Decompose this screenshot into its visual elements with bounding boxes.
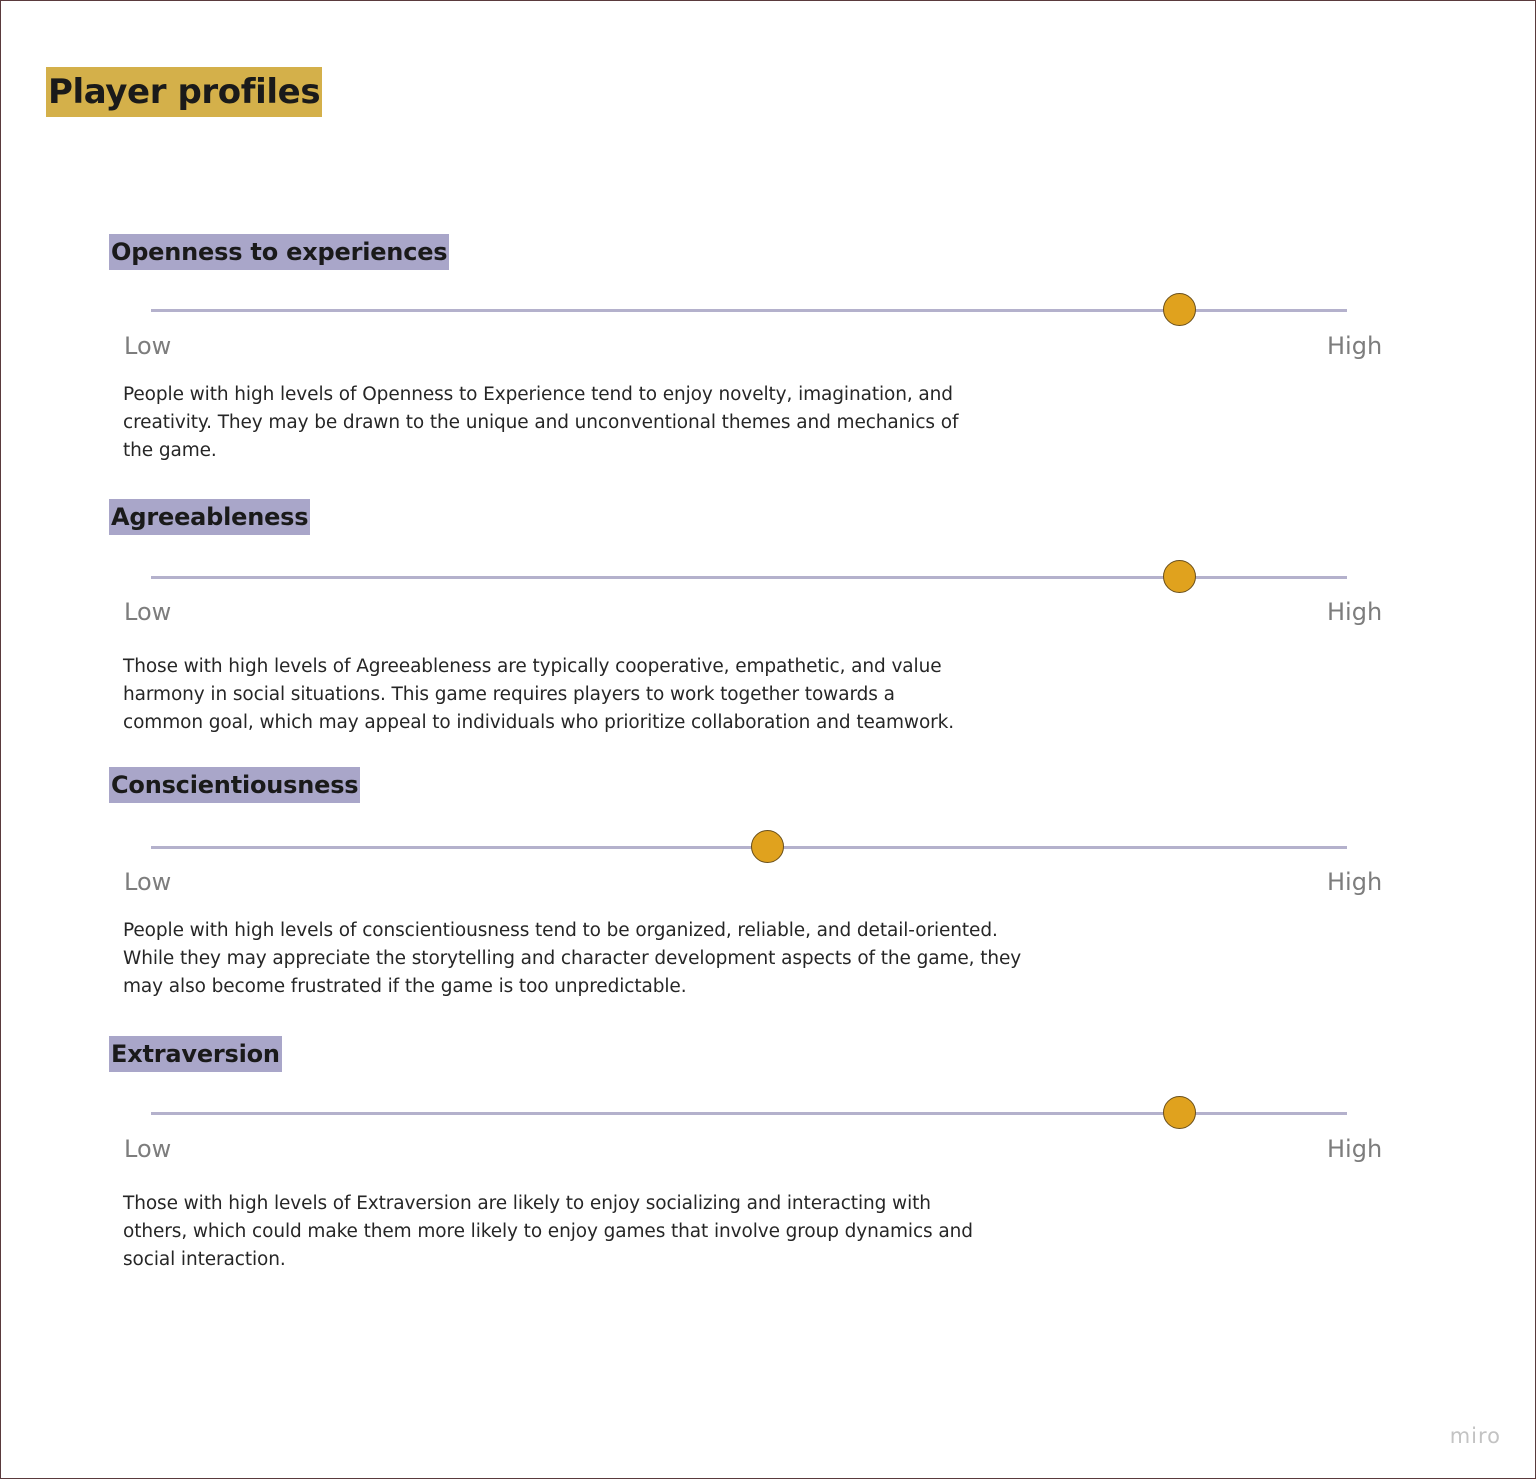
trait-slider-openness[interactable] bbox=[151, 293, 1347, 329]
trait-description-agreeableness bbox=[123, 653, 954, 737]
slider-knob[interactable] bbox=[1163, 1096, 1196, 1129]
scale-low-label: Low bbox=[124, 868, 172, 896]
trait-heading-agreeableness: Agreeableness bbox=[109, 499, 310, 535]
slider-track bbox=[151, 846, 1347, 849]
slider-knob[interactable] bbox=[1163, 293, 1196, 326]
trait-description-extraversion bbox=[123, 1190, 973, 1274]
description-line: the game. bbox=[123, 440, 217, 461]
description-line: others, which could make them more likely to enjoy games that involve group dynamics and bbox=[123, 1221, 973, 1242]
description-line: Those with high levels of Extraversion are likely to enjoy socializing and interacting with bbox=[123, 1193, 931, 1214]
description-line: social interaction. bbox=[123, 1249, 286, 1270]
description-line: While they may appreciate the storytelling and character development aspects of the game, they bbox=[123, 948, 1022, 969]
scale-high-label: High bbox=[1327, 868, 1383, 896]
trait-slider-extraversion[interactable] bbox=[151, 1096, 1347, 1132]
scale-high-label: High bbox=[1327, 332, 1383, 360]
description-line: creativity. They may be drawn to the unique and unconventional themes and mechanics of bbox=[123, 412, 959, 433]
trait-description-conscientiousness bbox=[123, 917, 1021, 1001]
description-line: common goal, which may appeal to individuals who prioritize collaboration and teamwork. bbox=[123, 712, 955, 733]
scale-low-label: Low bbox=[124, 1135, 172, 1163]
scale-high-label: High bbox=[1327, 598, 1383, 626]
slider-knob[interactable] bbox=[751, 830, 784, 863]
description-line: Those with high levels of Agreeableness are typically cooperative, empathetic, and value bbox=[123, 656, 942, 677]
page-title: Player profiles bbox=[46, 67, 322, 117]
scale-low-label: Low bbox=[124, 332, 172, 360]
scale-high-label: High bbox=[1327, 1135, 1383, 1163]
scale-low-label: Low bbox=[124, 598, 172, 626]
description-line: harmony in social situations. This game requires players to work together towards a bbox=[123, 684, 895, 705]
trait-slider-agreeableness[interactable] bbox=[151, 560, 1347, 596]
description-line: may also become frustrated if the game is too unpredictable. bbox=[123, 976, 687, 997]
trait-slider-conscientiousness[interactable] bbox=[151, 830, 1347, 866]
miro-watermark: miro bbox=[1449, 1424, 1501, 1448]
description-line: People with high levels of conscientiousness tend to be organized, reliable, and detail-oriented. bbox=[123, 920, 998, 941]
trait-description-openness bbox=[123, 381, 958, 465]
trait-heading-openness: Openness to experiences bbox=[109, 234, 449, 270]
trait-heading-extraversion: Extraversion bbox=[109, 1036, 282, 1072]
description-line: People with high levels of Openness to Experience tend to enjoy novelty, imagination, and bbox=[123, 384, 953, 405]
slider-knob[interactable] bbox=[1163, 560, 1196, 593]
trait-heading-conscientiousness: Conscientiousness bbox=[109, 767, 360, 803]
